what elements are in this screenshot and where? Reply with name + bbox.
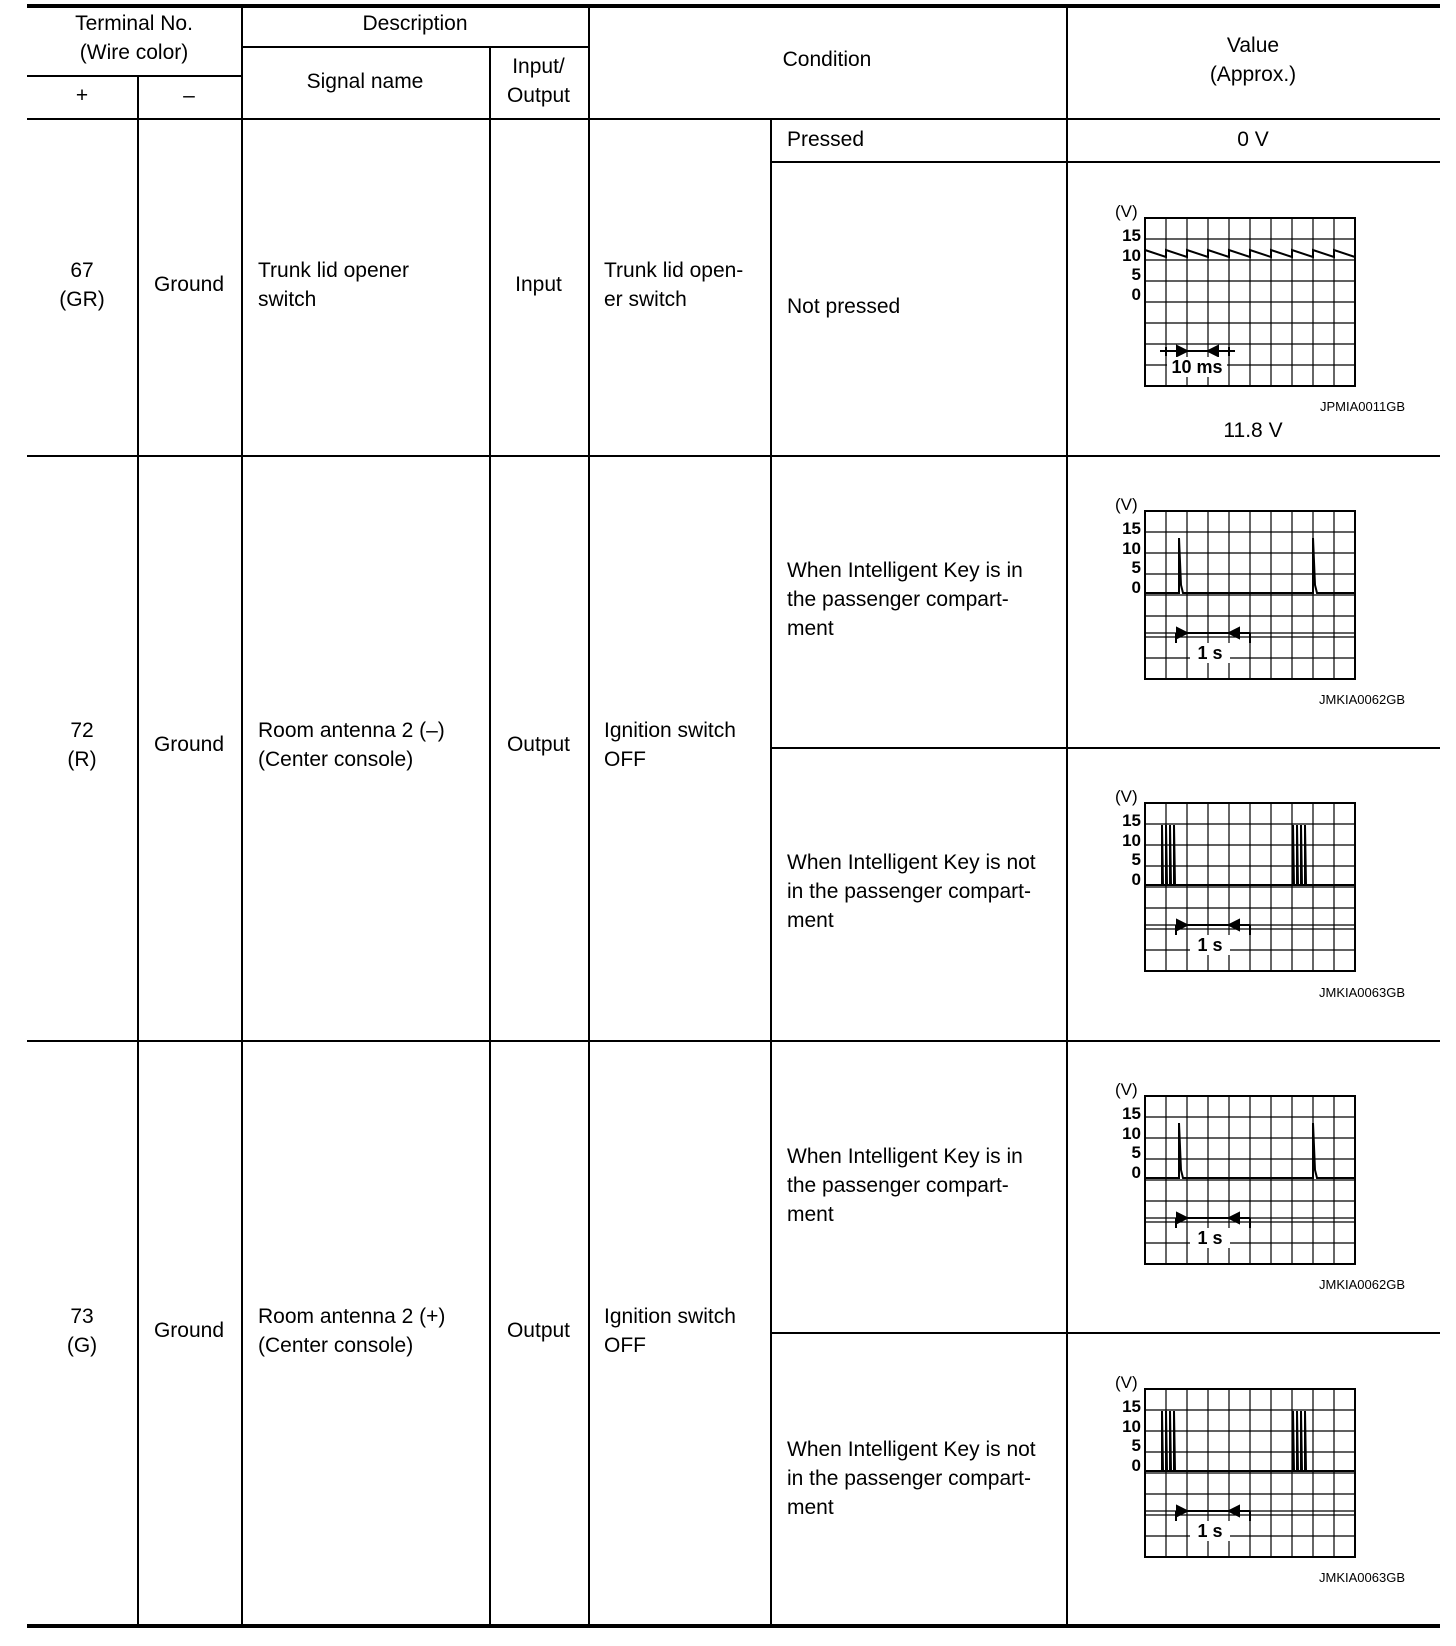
waveform-unit: (V) [1115,202,1138,221]
waveform-trace [1145,250,1355,257]
waveform-tick-0: 0 [1131,870,1141,889]
waveform-tick-15: 15 [1122,1397,1141,1416]
row67-sub-divider [770,161,1440,163]
row72-condition: Ignition switch OFF [604,719,736,771]
row73-sub-divider [770,1332,1440,1334]
row67-bottom-border [27,455,1440,457]
row67-ground: Ground [153,273,225,296]
waveform-time-scale: 1 s [1197,1521,1223,1541]
waveform-time-scale: 1 s [1197,1228,1223,1248]
row73-io: Output [506,1319,571,1342]
waveform-time-scale: 10 ms [1171,357,1223,377]
col-divider-plus-minus [137,76,139,1626]
waveform-unit: (V) [1115,1373,1138,1392]
row67-value-not-pressed: 11.8 V [1223,419,1283,442]
row67-state-pressed: Pressed [787,128,865,151]
header-description: Description [362,12,468,35]
waveform-unit: (V) [1115,787,1138,806]
col-divider-io-condition [588,4,590,1626]
row73-waveform-id-2: JMKIA0063GB [1319,1570,1405,1585]
row72-io: Output [506,733,571,756]
row67-value-pressed: 0 V [1237,128,1269,151]
header-plus: + [75,84,89,107]
row72-state-key-not-in: When Intelligent Key is not in the passenger compart- ment [787,851,1036,932]
row67-io: Input [515,273,562,296]
row67-state-not-pressed: Not pressed [787,295,901,318]
waveform-pulse-single-chart-73 [1105,1078,1405,1278]
row73-state-key-not-in: When Intelligent Key is not in the passenger compart- ment [787,1438,1036,1519]
row72-ground: Ground [153,733,225,756]
waveform-pulse-single-chart-72 [1105,493,1405,693]
header-input-output: Input/ Output [506,55,571,107]
header-bottom-border [27,118,1440,120]
waveform-unit: (V) [1115,495,1138,514]
waveform-tick-5: 5 [1131,1436,1141,1455]
waveform-tick-10: 10 [1122,1124,1141,1143]
waveform-tick-15: 15 [1122,226,1141,245]
row73-terminal: 73 (G) [66,1305,98,1357]
header-value: Value (Approx.) [1209,34,1297,86]
row73-condition: Ignition switch OFF [604,1305,736,1357]
col-divider-condition-sub [770,118,772,1626]
row72-waveform-id-2: JMKIA0063GB [1319,985,1405,1000]
row72-signal: Room antenna 2 (–) (Center console) [258,719,445,771]
header-line-description [241,46,589,48]
waveform-tick-15: 15 [1122,519,1141,538]
waveform-time-scale: 1 s [1197,935,1223,955]
waveform-tick-5: 5 [1131,558,1141,577]
waveform-tick-0: 0 [1131,285,1141,304]
waveform-time-scale: 1 s [1197,643,1223,663]
waveform-tick-15: 15 [1122,1104,1141,1123]
waveform-tick-5: 5 [1131,850,1141,869]
col-divider-condition-value [1066,4,1068,1626]
row67-waveform-id: JPMIA0011GB [1319,399,1405,414]
row73-state-key-in: When Intelligent Key is in the passenger compart- ment [787,1145,1023,1226]
waveform-tick-0: 0 [1131,1456,1141,1475]
row73-ground: Ground [153,1319,225,1342]
waveform-tick-10: 10 [1122,1417,1141,1436]
waveform-unit: (V) [1115,1080,1138,1099]
row67-condition: Trunk lid open- er switch [604,259,744,311]
header-minus: – [183,84,195,107]
header-condition: Condition [782,48,872,71]
waveform-pulse-burst-chart-72 [1105,785,1405,985]
row72-waveform-id-1: JMKIA0062GB [1319,692,1405,707]
table-top-border [27,4,1440,8]
header-signal-name: Signal name [306,70,424,93]
waveform-tick-5: 5 [1131,1143,1141,1162]
time-scale-bracket [1160,346,1235,356]
row73-waveform-id-1: JMKIA0062GB [1319,1277,1405,1292]
row67-terminal: 67 (GR) [59,259,105,311]
header-line-terminal [27,75,241,77]
col-divider-terminal-description [241,4,243,1626]
waveform-10ms-chart [1105,200,1405,415]
row73-signal: Room antenna 2 (+) (Center console) [258,1305,446,1357]
table-bottom-border [27,1624,1440,1628]
waveform-tick-10: 10 [1122,246,1141,265]
row72-sub-divider [770,747,1440,749]
waveform-tick-10: 10 [1122,831,1141,850]
waveform-tick-15: 15 [1122,811,1141,830]
waveform-tick-0: 0 [1131,1163,1141,1182]
header-terminal-no: Terminal No. (Wire color) [75,12,193,64]
row72-terminal: 72 (R) [67,719,97,771]
row72-bottom-border [27,1040,1440,1042]
waveform-tick-5: 5 [1131,265,1141,284]
row67-signal: Trunk lid opener switch [258,259,409,311]
waveform-tick-10: 10 [1122,539,1141,558]
waveform-tick-0: 0 [1131,578,1141,597]
row72-state-key-in: When Intelligent Key is in the passenger compart- ment [787,559,1023,640]
waveform-pulse-burst-chart-73 [1105,1371,1405,1571]
